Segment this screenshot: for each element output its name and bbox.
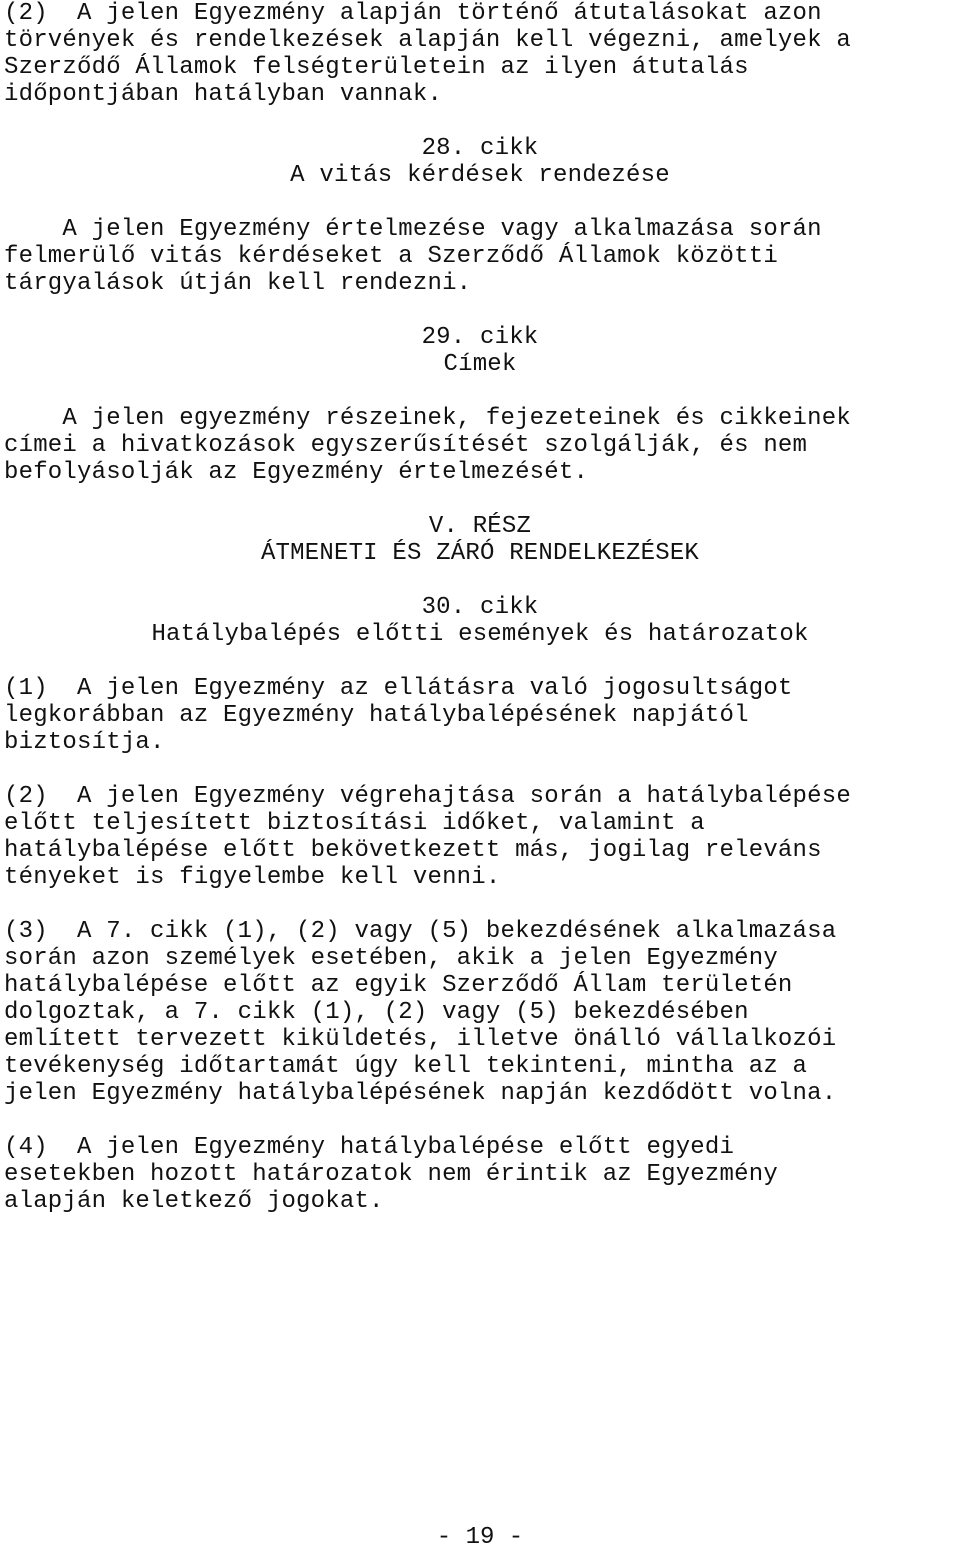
article-title: Hatálybalépés előtti események és határozatok (151, 621, 809, 648)
text-line: esetekben hozott határozatok nem érintik az Egyezmény (4, 1161, 778, 1188)
text-line: időpontjában hatályban vannak. (4, 81, 443, 108)
text-line: biztosítja. (4, 729, 165, 756)
document-page (4, 0, 956, 1215)
text-line: (2) A jelen Egyezmény végrehajtása során a hatálybalépése (4, 783, 851, 810)
text-line: dolgoztak, a 7. cikk (1), (2) vagy (5) bekezdésében (4, 999, 749, 1026)
text-line: alapján keletkező jogokat. (4, 1188, 384, 1215)
article-27-paragraph-2 (4, 0, 956, 108)
text-line: A jelen egyezmény részeinek, fejezeteinek és cikkeinek (4, 405, 851, 432)
article-30-paragraph-1 (4, 675, 956, 756)
text-line: címei a hivatkozások egyszerűsítését szolgálják, és nem (4, 432, 808, 459)
text-line: tevékenység időtartamát úgy kell tekinteni, mintha az a (4, 1053, 808, 1080)
text-line: felmerülő vitás kérdéseket a Szerződő Államok közötti (4, 243, 778, 270)
part-number: V. RÉSZ (428, 513, 532, 540)
text-line: említett tervezett kiküldetés, illetve önálló vállalkozói (4, 1026, 837, 1053)
spacer (4, 378, 956, 405)
article-number: 30. cikk (421, 594, 539, 621)
text-line: A jelen Egyezmény értelmezése vagy alkalmazása során (4, 216, 822, 243)
text-line: (1) A jelen Egyezmény az ellátásra való jogosultságot (4, 675, 793, 702)
text-line: törvények és rendelkezések alapján kell végezni, amelyek a (4, 27, 851, 54)
spacer (4, 108, 956, 135)
text-line: tárgyalások útján kell rendezni. (4, 270, 472, 297)
text-line: hatálybalépése előtt bekövetkezett más, jogilag releváns (4, 837, 822, 864)
spacer (4, 486, 956, 513)
text-line: Szerződő Államok felségterületein az ilyen átutalás (4, 54, 749, 81)
article-title: A vitás kérdések rendezése (290, 162, 670, 189)
spacer (4, 648, 956, 675)
text-line: (3) A 7. cikk (1), (2) vagy (5) bekezdésének alkalmazása (4, 918, 837, 945)
article-title: Címek (443, 351, 517, 378)
part-title: ÁTMENETI ÉS ZÁRÓ RENDELKEZÉSEK (260, 540, 700, 567)
article-30-paragraph-2 (4, 783, 956, 891)
page-number: - 19 - (436, 1524, 524, 1551)
text-line: hatálybalépése előtt az egyik Szerződő Állam területén (4, 972, 793, 999)
text-line: befolyásolják az Egyezmény értelmezését. (4, 459, 589, 486)
text-line: előtt teljesített biztosítási időket, valamint a (4, 810, 705, 837)
article-28 (4, 135, 956, 297)
article-30-paragraph-4 (4, 1134, 956, 1215)
text-line: tényeket is figyelembe kell venni. (4, 864, 501, 891)
article-30 (4, 594, 956, 1215)
spacer (4, 891, 956, 918)
text-line: jelen Egyezmény hatálybalépésének napján kezdődött volna. (4, 1080, 837, 1107)
text-line: (4) A jelen Egyezmény hatálybalépése előtt egyedi (4, 1134, 735, 1161)
spacer (4, 567, 956, 594)
text-line: során azon személyek esetében, akik a jelen Egyezmény (4, 945, 778, 972)
article-number: 29. cikk (421, 324, 539, 351)
spacer (4, 297, 956, 324)
spacer (4, 1107, 956, 1134)
part-5-heading (4, 513, 956, 567)
spacer (4, 189, 956, 216)
text-line: (2) A jelen Egyezmény alapján történő átutalásokat azon (4, 0, 822, 27)
article-number: 28. cikk (421, 135, 539, 162)
article-29 (4, 324, 956, 486)
article-30-paragraph-3 (4, 918, 956, 1107)
spacer (4, 756, 956, 783)
text-line: legkorábban az Egyezmény hatálybalépésének napjától (4, 702, 749, 729)
